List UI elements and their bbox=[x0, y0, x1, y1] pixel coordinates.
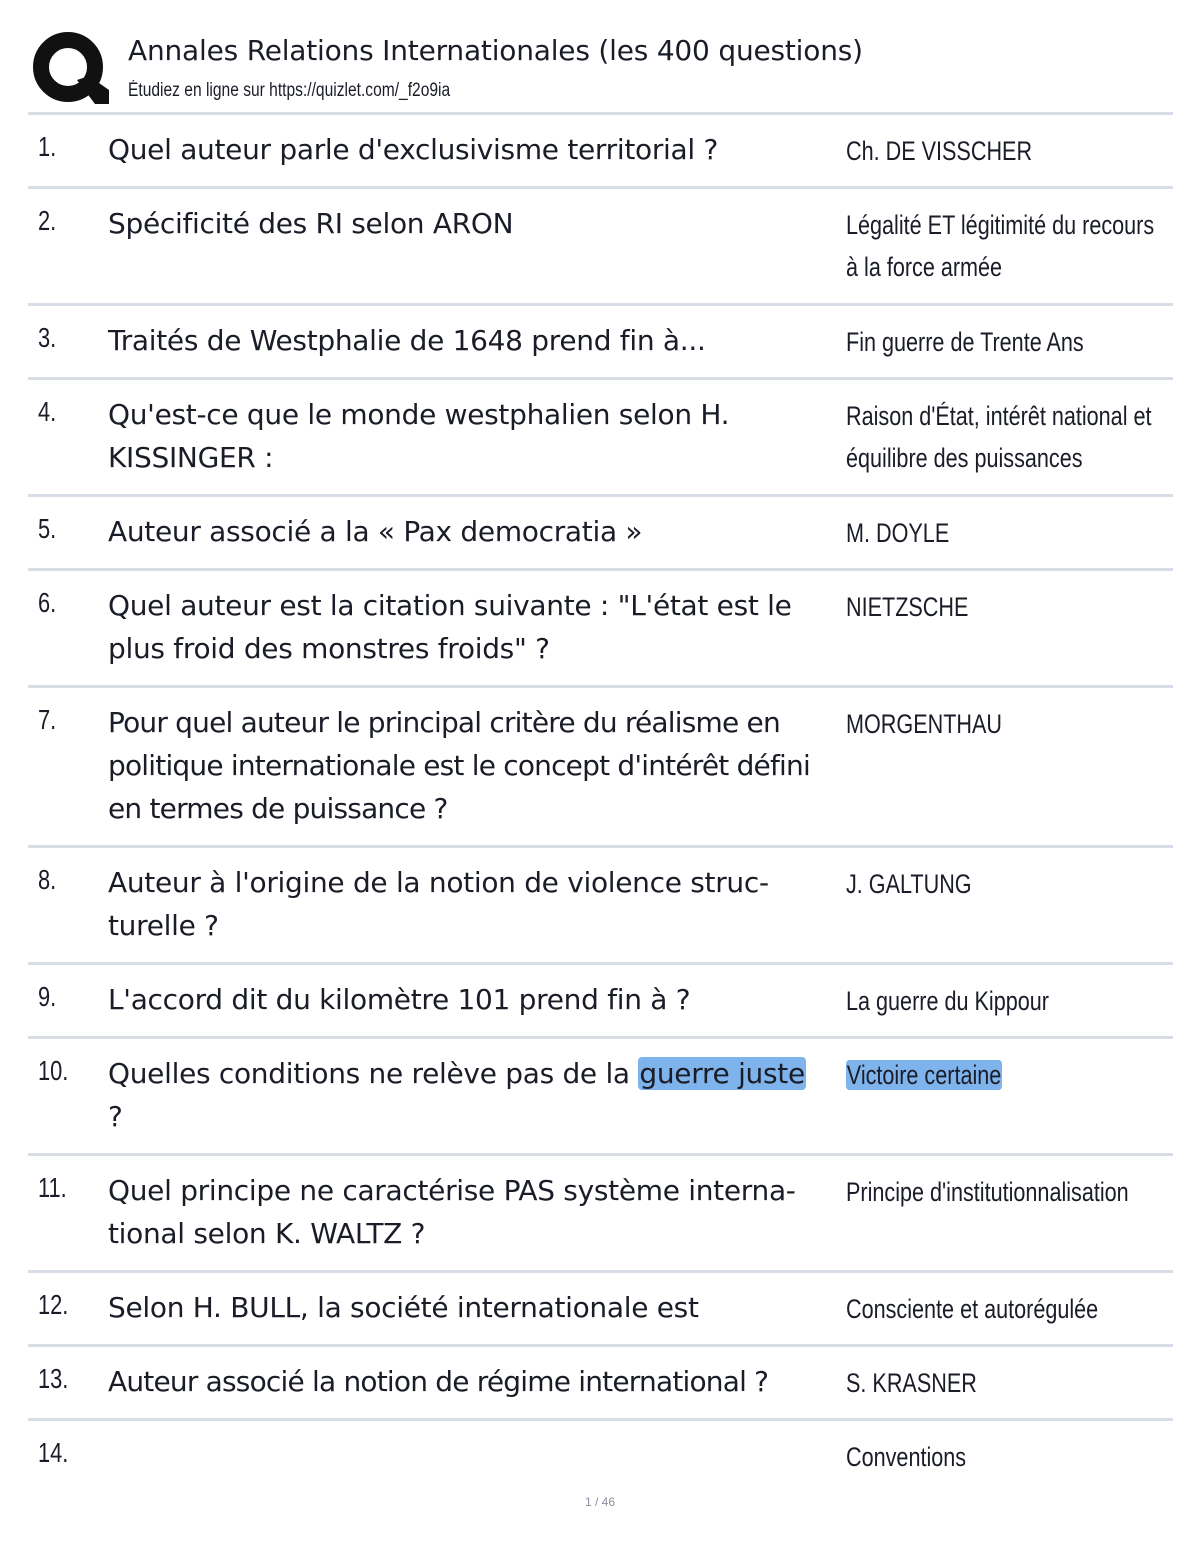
question-text: Quel auteur parle d'exclusivisme territorial ? bbox=[108, 133, 719, 166]
document-title: Annales Relations Internationales (les 400 questions) bbox=[128, 34, 863, 67]
question-text-part: ? bbox=[108, 1100, 123, 1133]
table-row bbox=[28, 115, 1173, 189]
row-number: 11. bbox=[38, 1172, 67, 1203]
answer-text bbox=[846, 1054, 1166, 1096]
question-text-part: Quelles conditions ne relève pas de la bbox=[108, 1057, 639, 1090]
answer-text: Conventions bbox=[846, 1442, 967, 1472]
page-header bbox=[28, 28, 1178, 112]
answer-text: Ch. DE VISSCHER bbox=[846, 136, 1033, 166]
row-number: 10. bbox=[38, 1055, 69, 1086]
table-row bbox=[28, 1156, 1173, 1273]
table-row bbox=[28, 848, 1173, 965]
answer-text: M. DOYLE bbox=[846, 518, 950, 548]
table-row bbox=[28, 1421, 1173, 1493]
answer-text: Principe d'institutionnalisation bbox=[846, 1177, 1129, 1207]
highlighted-selection[interactable]: guerre juste bbox=[639, 1057, 805, 1090]
document-subtitle: Étudiez en ligne sur https://quizlet.com/_f2o9ia bbox=[128, 80, 451, 101]
row-number: 8. bbox=[38, 864, 57, 895]
table-row bbox=[28, 189, 1173, 306]
table-row bbox=[28, 965, 1173, 1039]
row-number: 7. bbox=[38, 704, 57, 735]
answer-text: Fin guerre de Trente Ans bbox=[846, 327, 1084, 357]
flashcard-table bbox=[28, 112, 1173, 1493]
answer-text: Consciente et autorégulée bbox=[846, 1294, 1099, 1324]
row-number: 4. bbox=[38, 396, 57, 427]
question-text: Auteur à l'origine de la notion de violence struc- turelle ? bbox=[108, 866, 769, 942]
row-number: 12. bbox=[38, 1289, 69, 1320]
answer-text: J. GALTUNG bbox=[846, 869, 972, 899]
row-number: 1. bbox=[38, 131, 57, 162]
page-number: 1 / 46 bbox=[584, 1495, 616, 1509]
question-text: Quel auteur est la citation suivante : "L'état est le plus froid des monstres froids" ? bbox=[108, 589, 792, 665]
question-text: Qu'est-ce que le monde westphalien selon H. KISSINGER : bbox=[108, 398, 730, 474]
answer-text: Raison d'État, intérêt national et équilibre des puissances bbox=[846, 401, 1152, 473]
table-row bbox=[28, 571, 1173, 688]
row-number: 5. bbox=[38, 513, 57, 544]
table-row bbox=[28, 497, 1173, 571]
question-text: Auteur associé a la « Pax democratia » bbox=[108, 515, 643, 548]
table-row bbox=[28, 306, 1173, 380]
answer-text: Légalité ET légitimité du recours à la force armée bbox=[846, 210, 1155, 282]
table-row bbox=[28, 1039, 1173, 1156]
question-text bbox=[108, 1052, 843, 1138]
question-text: Quel principe ne caractérise PAS système interna- tional selon K. WALTZ ? bbox=[108, 1174, 796, 1250]
question-text: Spécificité des RI selon ARON bbox=[108, 207, 514, 240]
row-number: 6. bbox=[38, 587, 57, 618]
row-number: 9. bbox=[38, 981, 57, 1012]
table-row bbox=[28, 1347, 1173, 1421]
highlighted-selection[interactable]: Victoire certaine bbox=[846, 1060, 1002, 1090]
question-text: Traités de Westphalie de 1648 prend fin à... bbox=[108, 324, 706, 357]
table-row bbox=[28, 1273, 1173, 1347]
question-text: Pour quel auteur le principal critère du réalisme en politique internationale est le concept d'intérêt défini en termes de puissance ? bbox=[108, 706, 810, 825]
row-number: 14. bbox=[38, 1437, 69, 1468]
question-text: Auteur associé la notion de régime international ? bbox=[108, 1365, 769, 1398]
question-text: L'accord dit du kilomètre 101 prend fin à ? bbox=[108, 983, 691, 1016]
row-number: 2. bbox=[38, 205, 57, 236]
answer-text: NIETZSCHE bbox=[846, 592, 969, 622]
answer-text: MORGENTHAU bbox=[846, 709, 1002, 739]
table-row bbox=[28, 688, 1173, 848]
table-row bbox=[28, 380, 1173, 497]
row-number: 3. bbox=[38, 322, 57, 353]
row-number: 13. bbox=[38, 1363, 69, 1394]
answer-text: S. KRASNER bbox=[846, 1368, 977, 1398]
question-text: Selon H. BULL, la société internationale est bbox=[108, 1291, 699, 1324]
answer-text: La guerre du Kippour bbox=[846, 986, 1049, 1016]
quizlet-logo-icon bbox=[31, 30, 109, 108]
